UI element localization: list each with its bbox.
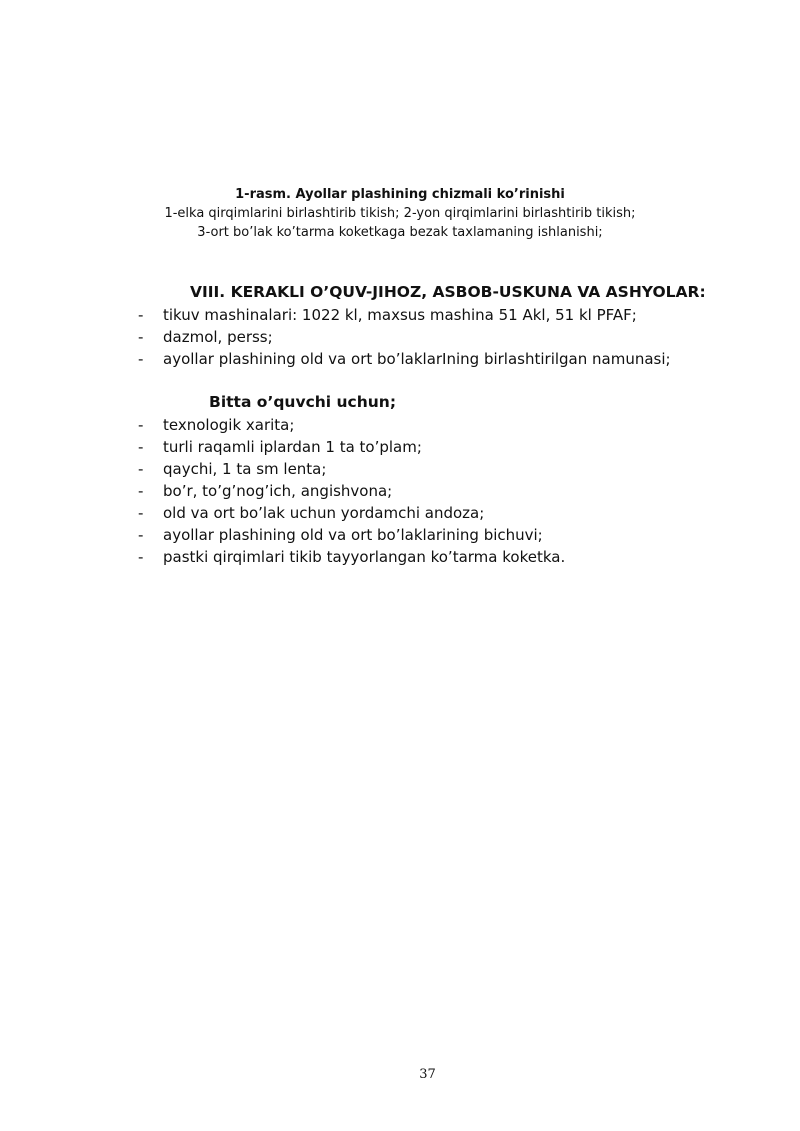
list-bullet: - — [138, 460, 144, 478]
list-item-text: bo’r, to’g’nog’ich, angishvona; — [163, 482, 393, 500]
list-item-text: tikuv mashinalari: 1022 kl, maxsus mashina 51 Akl, 51 kl PFAF; — [163, 306, 637, 324]
figure-caption-title: 1-rasm. Ayollar plashining chizmali ko’rinishi — [235, 187, 565, 202]
per-student-heading: Bitta o’quvchi uchun; — [209, 393, 397, 411]
section-heading: VIII. KERAKLI O’QUV-JIHOZ, ASBOB-USKUNA VA ASHYOLAR: — [190, 283, 706, 301]
list-item-text: dazmol, perss; — [163, 328, 273, 346]
page-number: 37 — [419, 1067, 436, 1082]
figure-caption-line-2: 3-ort bo’lak ko’tarma koketkaga bezak taxlamaning ishlanishi; — [197, 225, 603, 240]
list-bullet: - — [138, 526, 144, 544]
list-bullet: - — [138, 482, 144, 500]
list-item-text: ayollar plashining old va ort bo’laklarining bichuvi; — [163, 526, 543, 544]
list-item-text: pastki qirqimlari tikib tayyorlangan ko’tarma koketka. — [163, 548, 566, 566]
list-item-text: qaychi, 1 ta sm lenta; — [163, 460, 327, 478]
figure-caption-line-1: 1-elka qirqimlarini birlashtirib tikish; 2-yon qirqimlarini birlashtirib tikish; — [164, 206, 636, 221]
list-bullet: - — [138, 328, 144, 346]
list-item-text: turli raqamli iplardan 1 ta to’plam; — [163, 438, 422, 456]
list-bullet: - — [138, 438, 144, 456]
list-bullet: - — [138, 548, 144, 566]
list-bullet: - — [138, 306, 144, 324]
list-bullet: - — [138, 504, 144, 522]
list-item-text: ayollar plashining old va ort bo’laklarIning birlashtirilgan namunasi; — [163, 350, 671, 368]
list-item-text: old va ort bo’lak uchun yordamchi andoza; — [163, 504, 485, 522]
list-bullet: - — [138, 416, 144, 434]
list-item-text: texnologik xarita; — [163, 416, 295, 434]
list-bullet: - — [138, 350, 144, 368]
